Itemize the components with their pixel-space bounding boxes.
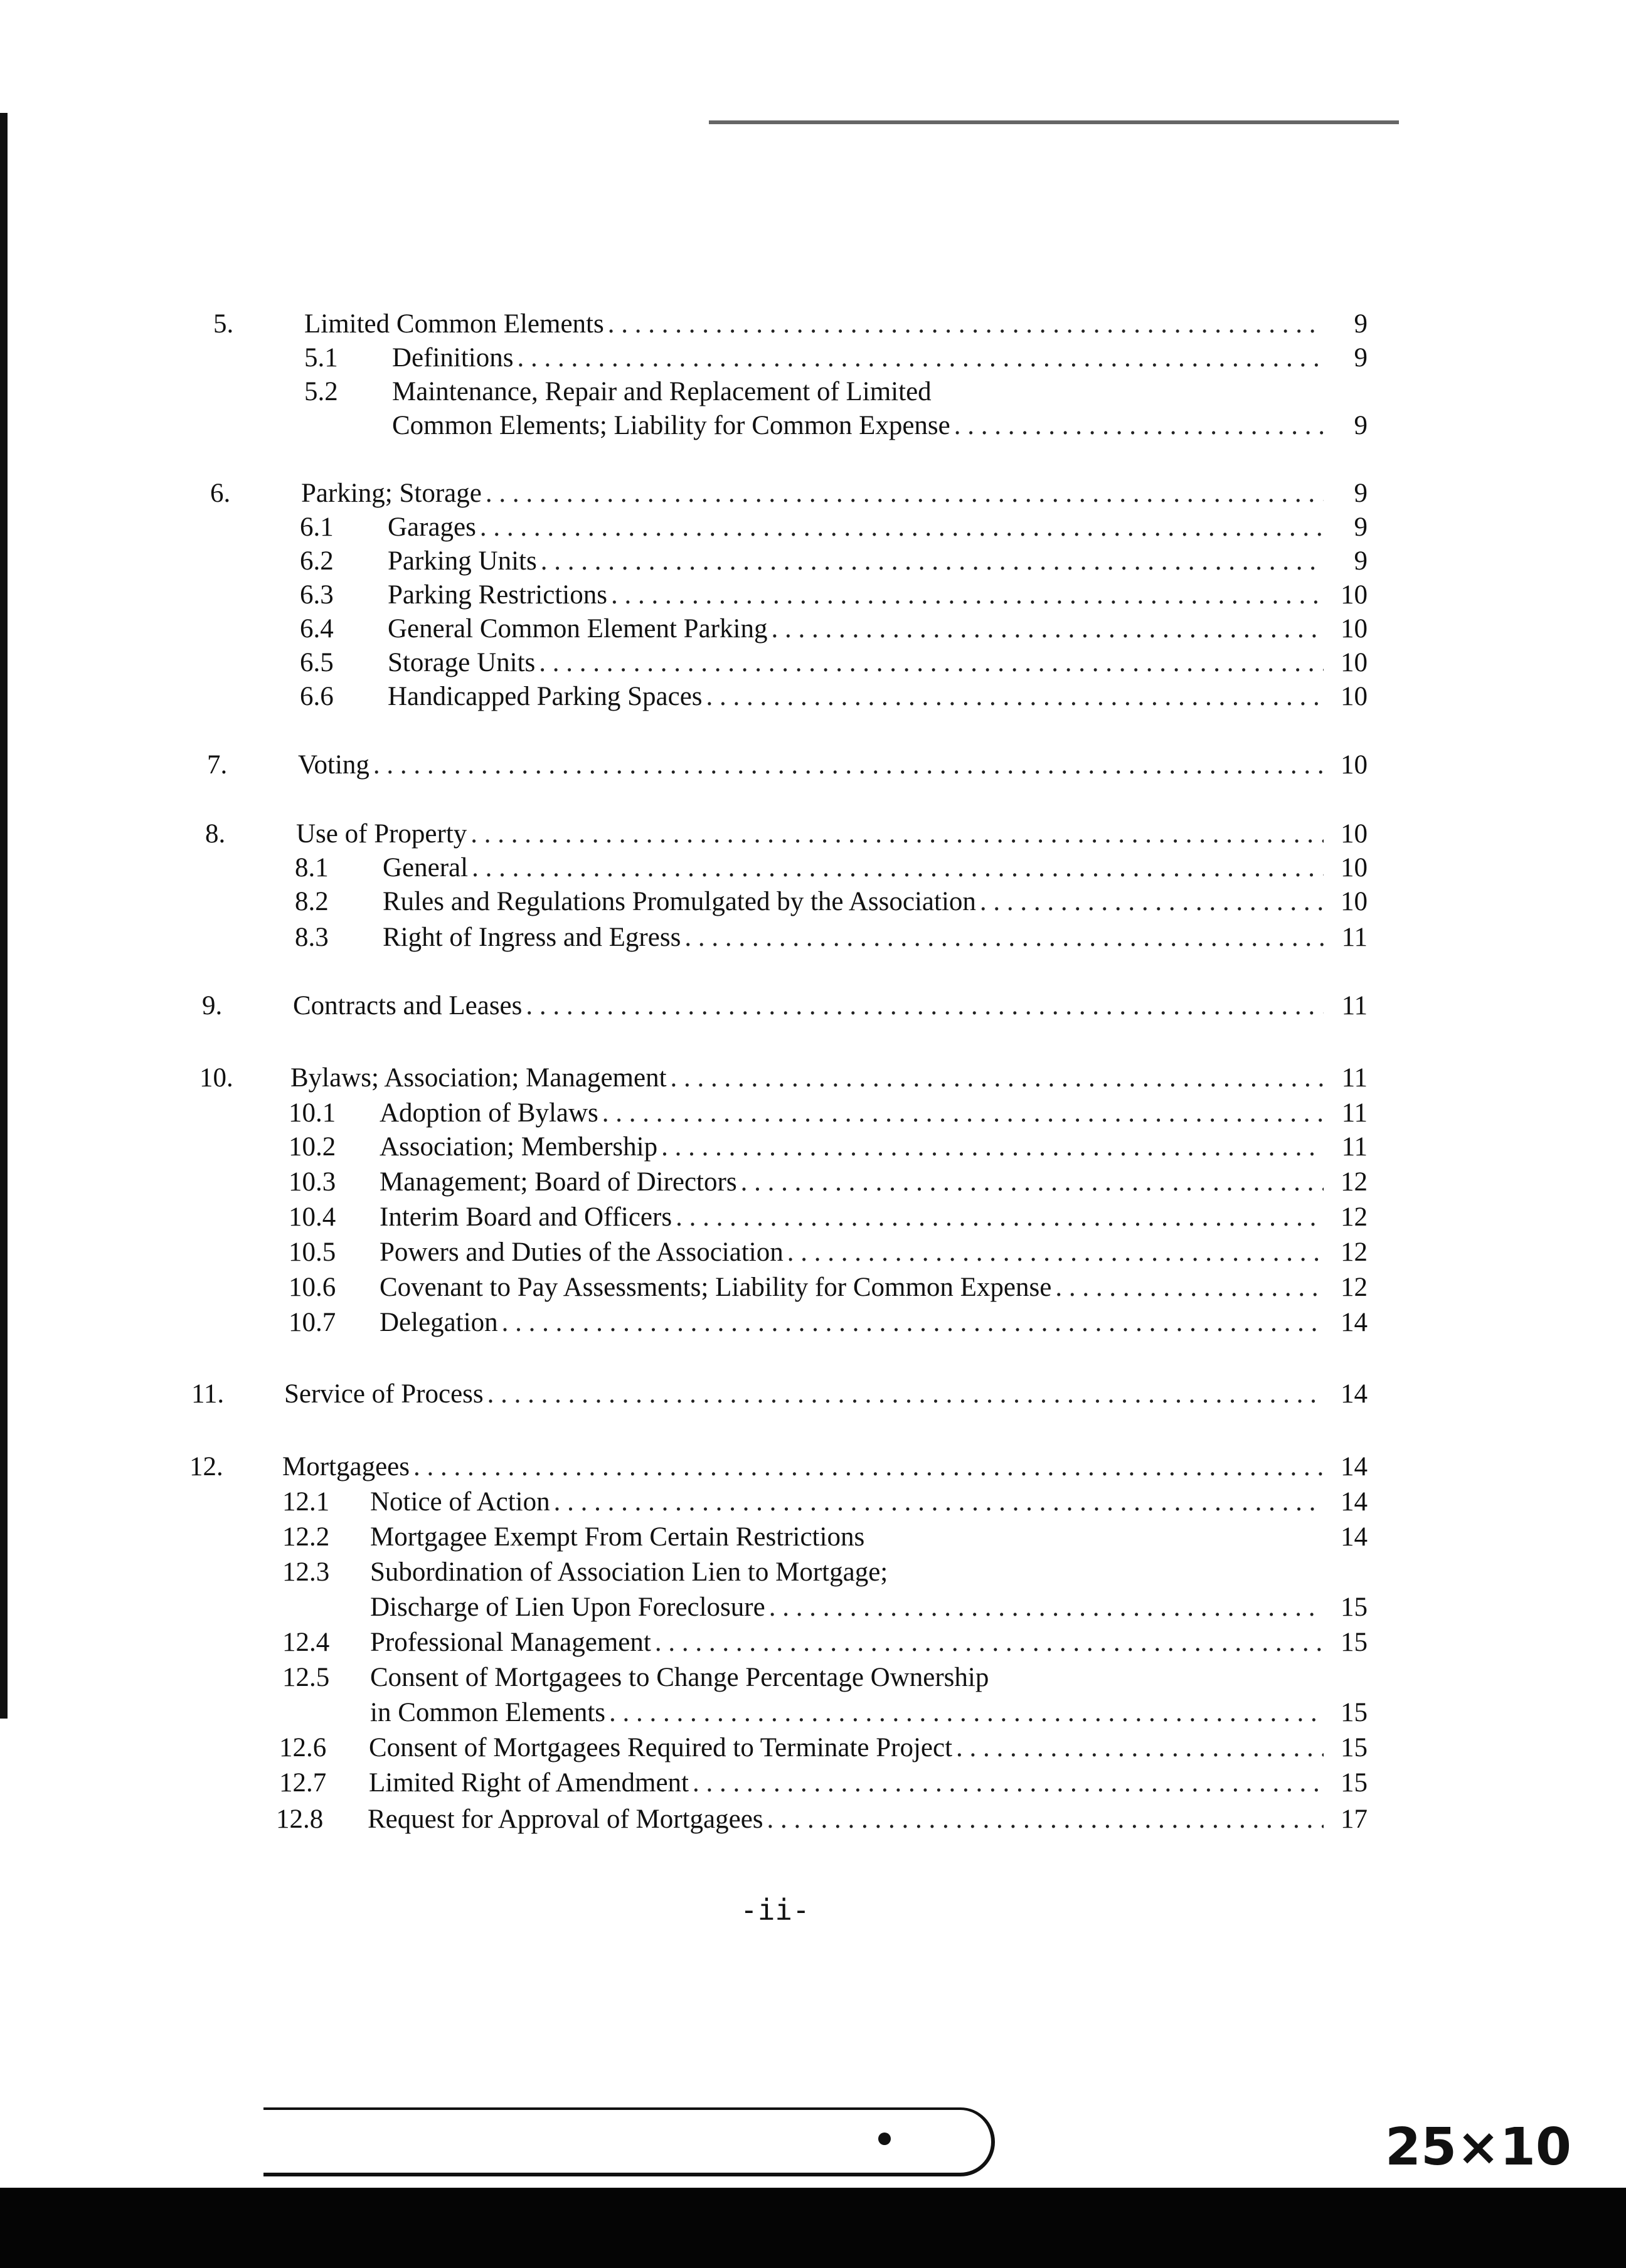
toc-number: 6.5	[300, 648, 334, 677]
toc-number: 6.1	[300, 512, 334, 542]
toc-number: 5.2	[304, 377, 338, 406]
toc-entry	[300, 612, 1368, 646]
toc-number: 10.4	[289, 1202, 336, 1232]
toc-entry	[279, 1766, 1368, 1800]
dot-leader	[539, 646, 1324, 680]
toc-title: Parking Restrictions	[388, 580, 607, 610]
toc-entry	[392, 409, 1368, 443]
toc-entry	[289, 1096, 1368, 1130]
toc-entry	[295, 885, 1368, 919]
toc-title: Delegation	[380, 1308, 498, 1337]
toc-entry	[205, 817, 1368, 851]
dot-leader	[787, 1236, 1324, 1269]
toc-title: General Common Element Parking	[388, 614, 768, 644]
toc-title: Handicapped Parking Spaces	[388, 682, 703, 711]
toc-page: 14	[1341, 1379, 1368, 1409]
toc-page: 11	[1341, 1098, 1368, 1128]
scan-bottom-band	[0, 2188, 1626, 2268]
page-number: -ii-	[740, 1893, 810, 1927]
toc-number: 8.2	[295, 887, 329, 916]
dot-leader	[517, 341, 1324, 375]
toc-title: Notice of Action	[370, 1487, 550, 1517]
dot-leader	[954, 409, 1324, 443]
toc-title-continued: Common Elements; Liability for Common Expense	[392, 411, 950, 440]
toc-entry	[189, 1450, 1368, 1484]
toc-title: Adoption of Bylaws	[380, 1098, 598, 1128]
toc-entry	[282, 1485, 1368, 1519]
dot-leader	[706, 680, 1324, 714]
toc-title: Subordination of Association Lien to Mortgage;	[370, 1557, 888, 1587]
toc-title: Maintenance, Repair and Replacement of Limited	[392, 377, 932, 406]
dot-leader	[693, 1766, 1324, 1800]
toc-title: Parking Units	[388, 546, 537, 576]
toc-entry-first-line	[282, 1555, 888, 1589]
toc-title: Consent of Mortgagees to Change Percentage Ownership	[370, 1663, 989, 1692]
dot-leader	[609, 1696, 1324, 1730]
toc-title: Parking; Storage	[301, 479, 482, 508]
toc-page: 12	[1341, 1273, 1368, 1302]
toc-page: 15	[1341, 1768, 1368, 1798]
dot-leader	[608, 307, 1324, 341]
toc-page: 11	[1341, 1132, 1368, 1162]
dot-leader	[767, 1803, 1324, 1836]
toc-title: Rules and Regulations Promulgated by the Association	[383, 887, 976, 916]
toc-number: 8.1	[295, 853, 329, 882]
toc-title: Association; Membership	[380, 1132, 658, 1162]
toc-entry	[213, 307, 1368, 341]
toc-number: 12.3	[282, 1557, 330, 1587]
toc-number: 10.3	[289, 1167, 336, 1197]
toc-number: 6.	[210, 479, 231, 508]
toc-number: 6.3	[300, 580, 334, 610]
toc-page: 9	[1354, 343, 1368, 373]
toc-number: 12.	[189, 1452, 223, 1481]
toc-page: 9	[1354, 309, 1368, 339]
toc-number: 6.4	[300, 614, 334, 644]
toc-page: 11	[1341, 991, 1368, 1020]
toc-title: Limited Common Elements	[304, 309, 604, 339]
toc-title: General	[383, 853, 469, 882]
toc-title: Bylaws; Association; Management	[290, 1063, 667, 1093]
dot-leader	[769, 1591, 1324, 1624]
toc-entry	[300, 646, 1368, 680]
dot-leader	[671, 1061, 1324, 1095]
toc-page: 9	[1354, 479, 1368, 508]
dot-leader	[480, 511, 1324, 544]
dot-leader	[611, 578, 1324, 612]
toc-number: 11.	[191, 1379, 225, 1409]
toc-entry	[295, 851, 1368, 885]
toc-page: 10	[1341, 853, 1368, 882]
toc-page: 10	[1341, 819, 1368, 849]
toc-page: 10	[1341, 648, 1368, 677]
toc-entry	[289, 1271, 1368, 1305]
toc-title: Definitions	[392, 343, 514, 373]
toc-entry	[282, 1626, 1368, 1660]
toc-number: 8.3	[295, 923, 329, 952]
dot-leader	[472, 851, 1324, 885]
toc-title: Right of Ingress and Egress	[383, 923, 681, 952]
toc-title: Request for Approval of Mortgagees	[368, 1804, 763, 1834]
toc-entry	[210, 477, 1368, 511]
toc-title: Interim Board and Officers	[380, 1202, 672, 1232]
toc-number: 12.4	[282, 1628, 330, 1657]
toc-number: 10.5	[289, 1237, 336, 1267]
dot-leader	[741, 1165, 1324, 1199]
toc-number: 10.1	[289, 1098, 336, 1128]
toc-number: 9.	[202, 991, 223, 1020]
toc-title: Mortgagee Exempt From Certain Restrictions	[370, 1522, 865, 1552]
dot-leader	[684, 921, 1324, 955]
toc-title: Powers and Duties of the Association	[380, 1237, 784, 1267]
toc-title: Professional Management	[370, 1628, 651, 1657]
toc-entry	[282, 1520, 1368, 1554]
toc-page: 15	[1341, 1592, 1368, 1622]
toc-entry	[289, 1165, 1368, 1199]
toc-page: 15	[1341, 1733, 1368, 1762]
toc-page: 14	[1341, 1522, 1368, 1552]
toc-page: 14	[1341, 1452, 1368, 1481]
toc-entry-first-line	[304, 375, 932, 409]
dot-leader	[956, 1731, 1324, 1765]
toc-entry	[289, 1306, 1368, 1340]
toc-entry	[207, 748, 1368, 782]
toc-number: 10.6	[289, 1273, 336, 1302]
toc-entry	[370, 1591, 1368, 1624]
toc-entry	[279, 1731, 1368, 1765]
toc-number: 7.	[207, 750, 228, 780]
dot-leader	[661, 1130, 1324, 1164]
dot-leader	[413, 1450, 1324, 1484]
toc-title: Mortgagees	[282, 1452, 410, 1481]
toc-entry	[300, 511, 1368, 544]
toc-page: 10	[1341, 614, 1368, 644]
toc-page: 10	[1341, 750, 1368, 780]
toc-page: 14	[1341, 1487, 1368, 1517]
toc-title: Management; Board of Directors	[380, 1167, 737, 1197]
toc-entry-first-line	[282, 1661, 989, 1695]
toc-number: 12.6	[279, 1733, 327, 1762]
toc-page: 14	[1341, 1308, 1368, 1337]
dot-leader	[486, 477, 1324, 511]
toc-number: 12.2	[282, 1522, 330, 1552]
toc-page: 15	[1341, 1698, 1368, 1727]
dot-leader	[771, 612, 1324, 646]
toc-title-continued: Discharge of Lien Upon Foreclosure	[370, 1592, 765, 1622]
toc-title: Covenant to Pay Assessments; Liability for Common Expense	[380, 1273, 1052, 1302]
toc-page: 9	[1354, 512, 1368, 542]
toc-page: 9	[1354, 411, 1368, 440]
toc-page: 10	[1341, 682, 1368, 711]
toc-entry	[202, 989, 1368, 1023]
dot-leader	[980, 885, 1324, 919]
dot-leader	[1055, 1271, 1324, 1305]
dot-leader	[373, 748, 1324, 782]
toc-entry	[289, 1236, 1368, 1269]
toc-title: Service of Process	[284, 1379, 484, 1409]
toc-number: 5.1	[304, 343, 338, 373]
dot-leader	[541, 544, 1324, 578]
toc-number: 12.5	[282, 1663, 330, 1692]
toc-title: Garages	[388, 512, 476, 542]
toc-entry	[289, 1200, 1368, 1234]
toc-page: 11	[1341, 1063, 1368, 1093]
toc-entry	[295, 921, 1368, 955]
microfilm-stamp: 25×10	[1385, 2117, 1571, 2177]
toc-entry	[300, 544, 1368, 578]
toc-number: 12.1	[282, 1487, 330, 1517]
toc-title: Use of Property	[296, 819, 467, 849]
toc-title: Contracts and Leases	[293, 991, 523, 1020]
toc-title: Storage Units	[388, 648, 536, 677]
toc-page: 10	[1341, 887, 1368, 916]
toc-page: 11	[1341, 923, 1368, 952]
toc-page: 10	[1341, 580, 1368, 610]
toc-title: Consent of Mortgagees Required to Terminate Project	[369, 1733, 953, 1762]
toc-entry	[289, 1130, 1368, 1164]
toc-number: 12.8	[276, 1804, 324, 1834]
dot-leader	[602, 1096, 1324, 1130]
toc-entry	[370, 1696, 1368, 1730]
toc-entry	[300, 578, 1368, 612]
scan-artifact-dot	[878, 2133, 891, 2145]
dot-leader	[502, 1306, 1324, 1340]
dot-leader	[470, 817, 1324, 851]
dot-leader	[655, 1626, 1324, 1660]
toc-title: Limited Right of Amendment	[369, 1768, 689, 1798]
toc-page: 12	[1341, 1202, 1368, 1232]
toc-number: 8.	[205, 819, 226, 849]
toc-page: 12	[1341, 1167, 1368, 1197]
dot-leader	[676, 1200, 1324, 1234]
toc-number: 10.2	[289, 1132, 336, 1162]
toc-number: 6.2	[300, 546, 334, 576]
dot-leader	[487, 1377, 1324, 1411]
toc-title-continued: in Common Elements	[370, 1698, 606, 1727]
toc-entry	[199, 1061, 1368, 1095]
toc-page: 15	[1341, 1628, 1368, 1657]
toc-entry	[276, 1803, 1368, 1836]
dot-leader	[554, 1485, 1324, 1519]
toc-entry	[191, 1377, 1368, 1411]
toc-number: 10.7	[289, 1308, 336, 1337]
toc-entry	[300, 680, 1368, 714]
toc-number: 12.7	[279, 1768, 327, 1798]
toc-page: 12	[1341, 1237, 1368, 1267]
toc-number: 5.	[213, 309, 234, 339]
toc-page: 9	[1354, 546, 1368, 576]
toc-number: 10.	[199, 1063, 233, 1093]
toc-title: Voting	[298, 750, 369, 780]
toc-number: 6.6	[300, 682, 334, 711]
toc-entry	[304, 341, 1368, 375]
dot-leader	[526, 989, 1324, 1023]
toc-page: 17	[1341, 1804, 1368, 1834]
